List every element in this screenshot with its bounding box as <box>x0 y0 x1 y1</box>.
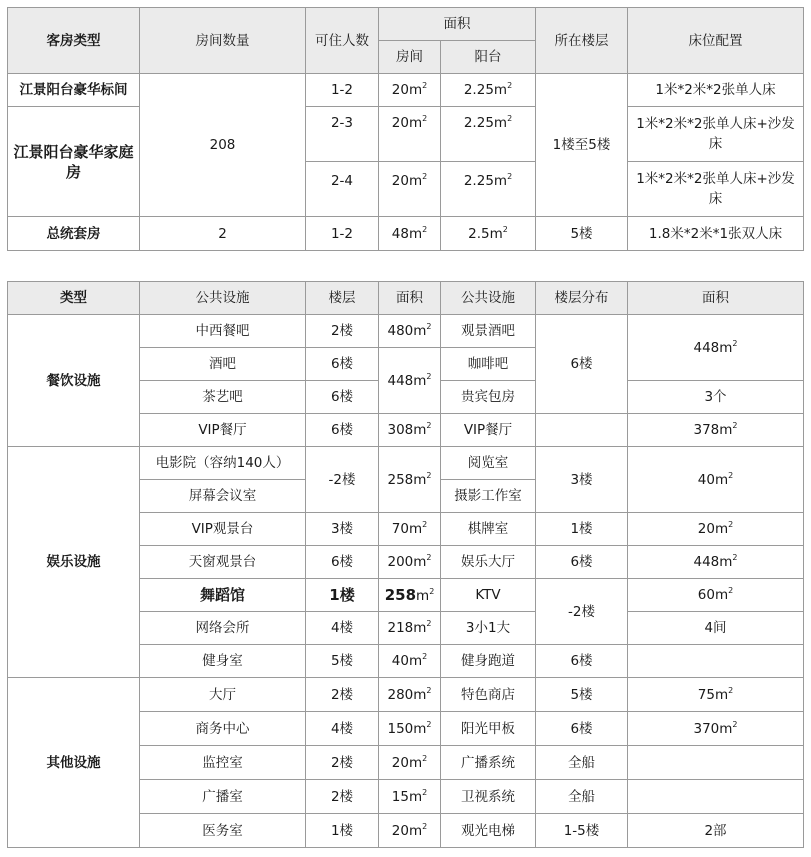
facilities-table <box>7 281 804 848</box>
floor-distribution-cell <box>536 414 628 447</box>
area-cell: $258m^2$ <box>379 447 441 513</box>
floor-distribution-cell: 1-5楼 <box>536 814 628 848</box>
area-cell-2: $448m^2$ <box>628 546 804 579</box>
area-cell: $218m^2$ <box>379 612 441 645</box>
capacity-cell: 1-2 <box>306 74 379 107</box>
room-type-cell: 总统套房 <box>8 217 140 251</box>
facility-cell: VIP餐厅 <box>140 414 306 447</box>
balcony-area-cell: $2.5m^2$ <box>441 217 536 251</box>
header-room-count: 房间数量 <box>140 8 306 74</box>
facility-cell-2: 3小1大 <box>441 612 536 645</box>
area-cell-2: $40m^2$ <box>628 447 804 513</box>
floor-distribution-cell: 1楼 <box>536 513 628 546</box>
header-floor: 楼层 <box>306 282 379 315</box>
floor-distribution-cell: 全船 <box>536 780 628 814</box>
capacity-cell: 2-3 <box>306 107 379 162</box>
facility-cell-2: 广播系统 <box>441 746 536 780</box>
facility-cell: 监控室 <box>140 746 306 780</box>
header-facility-2: 公共设施 <box>441 282 536 315</box>
table-row <box>8 217 804 251</box>
header-row <box>8 8 804 41</box>
area-cell: $40m^2$ <box>379 645 441 678</box>
category-dining: 餐饮设施 <box>8 315 140 447</box>
bed-cell: 1米*2米*2张单人床+沙发床 <box>628 107 804 162</box>
area-cell-2 <box>628 645 804 678</box>
floor-cell: 5楼 <box>306 645 379 678</box>
floor-cell: 1楼 <box>306 579 379 612</box>
area-cell-2: $370m^2$ <box>628 712 804 746</box>
facility-cell: 网络会所 <box>140 612 306 645</box>
room-count-cell: 208 <box>140 74 306 217</box>
balcony-area-cell: $2.25m^2$ <box>441 162 536 217</box>
category-entertainment: 娱乐设施 <box>8 447 140 678</box>
area-cell: $200m^2$ <box>379 546 441 579</box>
area-cell: $20m^2$ <box>379 746 441 780</box>
room-type-table <box>7 7 804 251</box>
table-row <box>8 678 804 712</box>
floor-cell: 4楼 <box>306 612 379 645</box>
floor-distribution-cell: 6楼 <box>536 315 628 414</box>
floor-cell: 6楼 <box>306 546 379 579</box>
floor-cell: 1楼至5楼 <box>536 74 628 217</box>
facility-cell: 健身室 <box>140 645 306 678</box>
facility-cell: 大厅 <box>140 678 306 712</box>
area-cell-2: $20m^2$ <box>628 513 804 546</box>
header-category: 类型 <box>8 282 140 315</box>
balcony-area-cell: $2.25m^2$ <box>441 74 536 107</box>
header-area: 面积 <box>379 282 441 315</box>
floor-distribution-cell: 6楼 <box>536 546 628 579</box>
room-area-cell: $20m^2$ <box>379 162 441 217</box>
area-cell-2: $448m^2$ <box>628 315 804 381</box>
header-area: 面积 <box>379 8 536 41</box>
header-area-balcony: 阳台 <box>441 41 536 74</box>
facility-cell: 电影院（容纳140人） <box>140 447 306 480</box>
capacity-cell: 1-2 <box>306 217 379 251</box>
area-cell-2 <box>628 780 804 814</box>
area-cell-2: 2部 <box>628 814 804 848</box>
facility-cell-2: 观景酒吧 <box>441 315 536 348</box>
floor-cell: 2楼 <box>306 315 379 348</box>
floor-cell: -2楼 <box>306 447 379 513</box>
area-cell: $480m^2$ <box>379 315 441 348</box>
area-cell: $150m^2$ <box>379 712 441 746</box>
facility-cell-2: 棋牌室 <box>441 513 536 546</box>
header-area-2: 面积 <box>628 282 804 315</box>
facility-cell: 酒吧 <box>140 348 306 381</box>
area-cell: $70m^2$ <box>379 513 441 546</box>
floor-cell: 3楼 <box>306 513 379 546</box>
facility-cell-2: KTV <box>441 579 536 612</box>
floor-cell: 6楼 <box>306 414 379 447</box>
area-cell: $20m^2$ <box>379 814 441 848</box>
area-cell: $258m^2$ <box>379 579 441 612</box>
area-cell-2: 4间 <box>628 612 804 645</box>
floor-distribution-cell: -2楼 <box>536 579 628 645</box>
floor-distribution-cell: 5楼 <box>536 678 628 712</box>
facility-cell-2: 阳光甲板 <box>441 712 536 746</box>
bed-cell: 1米*2米*2张单人床+沙发床 <box>628 162 804 217</box>
facility-cell-2: 阅览室 <box>441 447 536 480</box>
facility-cell: 茶艺吧 <box>140 381 306 414</box>
table-row <box>8 315 804 348</box>
floor-distribution-cell: 6楼 <box>536 712 628 746</box>
balcony-area-cell: $2.25m^2$ <box>441 107 536 162</box>
facility-cell: 舞蹈馆 <box>140 579 306 612</box>
facility-cell: 天窗观景台 <box>140 546 306 579</box>
area-cell: $308m^2$ <box>379 414 441 447</box>
facility-cell-2: 娱乐大厅 <box>441 546 536 579</box>
table-row <box>8 107 804 162</box>
header-facility: 公共设施 <box>140 282 306 315</box>
area-cell: $280m^2$ <box>379 678 441 712</box>
facility-cell: 屏幕会议室 <box>140 480 306 513</box>
facility-cell-2: 健身跑道 <box>441 645 536 678</box>
room-area-cell: $20m^2$ <box>379 107 441 162</box>
facility-cell: 商务中心 <box>140 712 306 746</box>
area-cell-2: $60m^2$ <box>628 579 804 612</box>
facility-cell: 广播室 <box>140 780 306 814</box>
floor-distribution-cell: 3楼 <box>536 447 628 513</box>
room-area-cell: $48m^2$ <box>379 217 441 251</box>
floor-cell: 2楼 <box>306 678 379 712</box>
area-cell: $448m^2$ <box>379 348 441 414</box>
facility-cell-2: 咖啡吧 <box>441 348 536 381</box>
header-capacity: 可住人数 <box>306 8 379 74</box>
bed-cell: 1米*2米*2张单人床 <box>628 74 804 107</box>
table-row <box>8 447 804 480</box>
area-cell-2: $75m^2$ <box>628 678 804 712</box>
facility-cell-2: 卫视系统 <box>441 780 536 814</box>
facility-cell: VIP观景台 <box>140 513 306 546</box>
floor-cell: 5楼 <box>536 217 628 251</box>
floor-cell: 6楼 <box>306 348 379 381</box>
floor-distribution-cell: 6楼 <box>536 645 628 678</box>
room-type-cell: 江景阳台豪华标间 <box>8 74 140 107</box>
header-floor: 所在楼层 <box>536 8 628 74</box>
floor-distribution-cell: 全船 <box>536 746 628 780</box>
facility-cell-2: 观光电梯 <box>441 814 536 848</box>
facility-cell-2: VIP餐厅 <box>441 414 536 447</box>
floor-cell: 4楼 <box>306 712 379 746</box>
capacity-cell: 2-4 <box>306 162 379 217</box>
facility-cell: 医务室 <box>140 814 306 848</box>
area-cell: $15m^2$ <box>379 780 441 814</box>
room-area-cell: $20m^2$ <box>379 74 441 107</box>
area-cell-2 <box>628 746 804 780</box>
table-row <box>8 74 804 107</box>
floor-cell: 2楼 <box>306 746 379 780</box>
facility-cell-2: 特色商店 <box>441 678 536 712</box>
area-cell-2: 3个 <box>628 381 804 414</box>
facility-cell: 中西餐吧 <box>140 315 306 348</box>
floor-cell: 6楼 <box>306 381 379 414</box>
area-cell-2: $378m^2$ <box>628 414 804 447</box>
header-area-room: 房间 <box>379 41 441 74</box>
header-room-type: 客房类型 <box>8 8 140 74</box>
header-floor-distribution: 楼层分布 <box>536 282 628 315</box>
floor-cell: 1楼 <box>306 814 379 848</box>
room-count-cell: 2 <box>140 217 306 251</box>
bed-cell: 1.8米*2米*1张双人床 <box>628 217 804 251</box>
floor-cell: 2楼 <box>306 780 379 814</box>
facility-cell-2: 摄影工作室 <box>441 480 536 513</box>
category-other: 其他设施 <box>8 678 140 848</box>
facility-cell-2: 贵宾包房 <box>441 381 536 414</box>
room-type-cell: 江景阳台豪华家庭房 <box>8 107 140 217</box>
header-row <box>8 282 804 315</box>
header-bed: 床位配置 <box>628 8 804 74</box>
